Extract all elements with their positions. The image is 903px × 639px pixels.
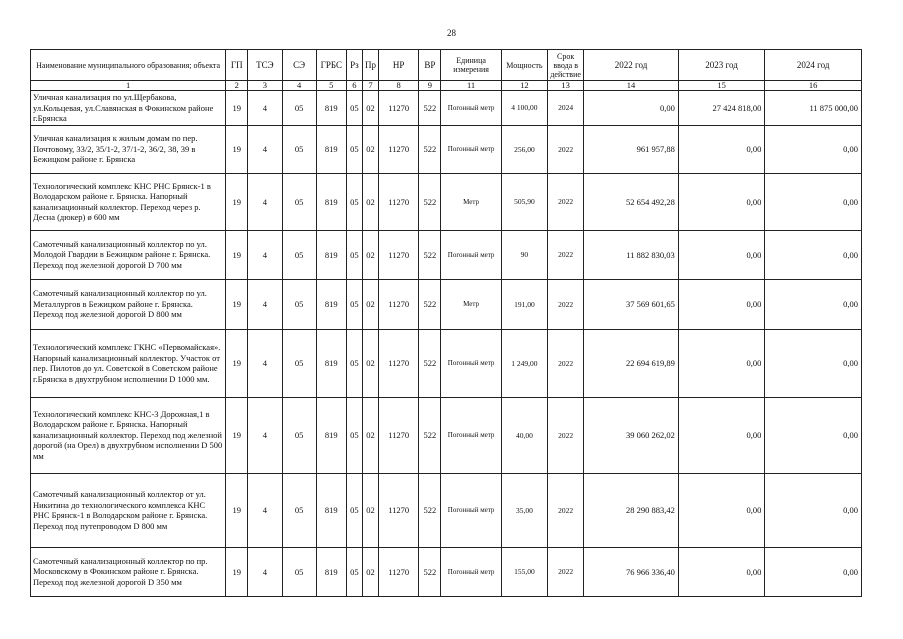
row-vr: 522 (419, 397, 441, 473)
table-row (31, 230, 862, 279)
table-row (31, 279, 862, 329)
row-vr: 522 (419, 473, 441, 547)
row-amount-2024: 0,00 (765, 329, 862, 397)
row-amount-2024: 0,00 (765, 173, 862, 230)
row-unit: Метр (441, 279, 501, 329)
row-grbs: 819 (316, 173, 346, 230)
row-amount-2024: 0,00 (765, 547, 862, 596)
row-tse: 4 (248, 279, 282, 329)
row-se: 05 (282, 125, 316, 173)
row-tse: 4 (248, 397, 282, 473)
col-number: 1 (31, 81, 226, 91)
col-number: 5 (316, 81, 346, 91)
row-amount-2023: 0,00 (678, 230, 765, 279)
row-gp: 19 (226, 91, 248, 126)
header-nr: НР (379, 50, 419, 81)
row-rz: 05 (346, 125, 362, 173)
header-gp: ГП (226, 50, 248, 81)
row-year: 2022 (548, 547, 584, 596)
row-rz: 05 (346, 329, 362, 397)
header-se: СЭ (282, 50, 316, 81)
table-row (31, 173, 862, 230)
row-grbs: 819 (316, 125, 346, 173)
row-unit: Метр (441, 173, 501, 230)
row-grbs: 819 (316, 91, 346, 126)
col-number: 9 (419, 81, 441, 91)
row-amount-2024: 0,00 (765, 125, 862, 173)
table-row (31, 473, 862, 547)
row-vr: 522 (419, 125, 441, 173)
header-grbs: ГРБС (316, 50, 346, 81)
row-amount-2022: 28 290 883,42 (584, 473, 679, 547)
investment-table (30, 49, 862, 597)
col-number: 2 (226, 81, 248, 91)
row-tse: 4 (248, 173, 282, 230)
row-name: Самотечный канализационный коллектор от ул. Никитина до технологического комплекса КНС РНС Брянск-1 в Володарском районе г. Брянска. Переход под путепроводом D 800 мм (31, 473, 226, 547)
col-number: 8 (379, 81, 419, 91)
row-amount-2023: 0,00 (678, 173, 765, 230)
row-grbs: 819 (316, 397, 346, 473)
header-2022: 2022 год (584, 50, 679, 81)
row-gp: 19 (226, 547, 248, 596)
row-gp: 19 (226, 397, 248, 473)
row-gp: 19 (226, 173, 248, 230)
row-amount-2024: 0,00 (765, 473, 862, 547)
row-year: 2022 (548, 230, 584, 279)
row-name: Уличная канализация к жилым домам по пер. Почтовому, 33/2, 35/1-2, 37/1-2, 36/2, 38, 39 в Бежицком районе г. Брянска (31, 125, 226, 173)
row-se: 05 (282, 91, 316, 126)
row-se: 05 (282, 547, 316, 596)
row-pr: 02 (362, 473, 378, 547)
row-power: 40,00 (501, 397, 547, 473)
row-nr: 11270 (379, 173, 419, 230)
row-amount-2022: 39 060 262,02 (584, 397, 679, 473)
row-gp: 19 (226, 473, 248, 547)
row-year: 2022 (548, 125, 584, 173)
row-name: Технологический комплекс КНС-3 Дорожная,1 в Володарском районе г. Брянска. Напорный канализационный коллектор. Переход под железной дорогой (на Орел) в двухтрубном исполнении D 500 мм (31, 397, 226, 473)
row-pr: 02 (362, 173, 378, 230)
row-grbs: 819 (316, 547, 346, 596)
row-amount-2023: 27 424 818,00 (678, 91, 765, 126)
row-unit: Погонный метр (441, 91, 501, 126)
row-nr: 11270 (379, 230, 419, 279)
row-amount-2023: 0,00 (678, 125, 765, 173)
row-amount-2023: 0,00 (678, 473, 765, 547)
col-number: 14 (584, 81, 679, 91)
header-year: Срок ввода в действие (548, 50, 584, 81)
row-gp: 19 (226, 329, 248, 397)
row-name: Технологический комплекс КНС РНС Брянск-1 в Володарском районе г. Брянска. Напорный канализационный коллектор. Переход через р. Десна (дюкер) ø 600 мм (31, 173, 226, 230)
row-unit: Погонный метр (441, 230, 501, 279)
row-pr: 02 (362, 329, 378, 397)
header-row (31, 50, 862, 81)
row-grbs: 819 (316, 473, 346, 547)
row-year: 2022 (548, 173, 584, 230)
row-rz: 05 (346, 230, 362, 279)
header-2024: 2024 год (765, 50, 862, 81)
row-unit: Погонный метр (441, 397, 501, 473)
row-power: 155,00 (501, 547, 547, 596)
row-vr: 522 (419, 91, 441, 126)
row-power: 35,00 (501, 473, 547, 547)
row-vr: 522 (419, 279, 441, 329)
row-rz: 05 (346, 473, 362, 547)
row-pr: 02 (362, 230, 378, 279)
row-name: Самотечный канализационный коллектор по пр. Московскому в Фокинском районе г. Брянска. Переход под железной дорогой D 350 мм (31, 547, 226, 596)
row-se: 05 (282, 230, 316, 279)
row-amount-2024: 0,00 (765, 397, 862, 473)
header-power: Мощность (501, 50, 547, 81)
col-number: 13 (548, 81, 584, 91)
row-nr: 11270 (379, 473, 419, 547)
row-pr: 02 (362, 125, 378, 173)
row-grbs: 819 (316, 279, 346, 329)
row-unit: Погонный метр (441, 125, 501, 173)
header-2023: 2023 год (678, 50, 765, 81)
row-se: 05 (282, 279, 316, 329)
row-power: 4 100,00 (501, 91, 547, 126)
column-number-row (31, 81, 862, 91)
row-amount-2022: 961 957,88 (584, 125, 679, 173)
row-amount-2022: 37 569 601,65 (584, 279, 679, 329)
row-vr: 522 (419, 329, 441, 397)
row-nr: 11270 (379, 279, 419, 329)
row-nr: 11270 (379, 547, 419, 596)
col-number: 15 (678, 81, 765, 91)
row-rz: 05 (346, 91, 362, 126)
row-tse: 4 (248, 547, 282, 596)
row-grbs: 819 (316, 230, 346, 279)
row-vr: 522 (419, 547, 441, 596)
row-year: 2024 (548, 91, 584, 126)
row-unit: Погонный метр (441, 329, 501, 397)
row-tse: 4 (248, 473, 282, 547)
col-number: 6 (346, 81, 362, 91)
row-tse: 4 (248, 91, 282, 126)
row-name: Самотечный канализационный коллектор по ул. Молодой Гвардии в Бежицком районе г. Брянска. Переход под железной дорогой D 700 мм (31, 230, 226, 279)
row-year: 2022 (548, 473, 584, 547)
row-amount-2023: 0,00 (678, 329, 765, 397)
row-rz: 05 (346, 547, 362, 596)
row-amount-2022: 76 966 336,40 (584, 547, 679, 596)
row-name: Технологический комплекс ГКНС «Первомайская». Напорный канализационный коллектор. Участок от пер. Пилотов до ул. Советской в Советском районе г.Брянска в двухтрубном исполнении D 1000 мм. (31, 329, 226, 397)
col-number: 3 (248, 81, 282, 91)
row-amount-2023: 0,00 (678, 397, 765, 473)
col-number: 16 (765, 81, 862, 91)
row-se: 05 (282, 329, 316, 397)
row-amount-2022: 22 694 619,89 (584, 329, 679, 397)
header-tse: ТСЭ (248, 50, 282, 81)
row-power: 505,90 (501, 173, 547, 230)
row-power: 256,00 (501, 125, 547, 173)
row-year: 2022 (548, 279, 584, 329)
row-tse: 4 (248, 230, 282, 279)
row-rz: 05 (346, 279, 362, 329)
table-row (31, 397, 862, 473)
row-nr: 11270 (379, 397, 419, 473)
row-amount-2023: 0,00 (678, 547, 765, 596)
row-year: 2022 (548, 329, 584, 397)
row-unit: Погонный метр (441, 547, 501, 596)
row-se: 05 (282, 173, 316, 230)
row-amount-2022: 0,00 (584, 91, 679, 126)
row-nr: 11270 (379, 91, 419, 126)
header-rz: Рз (346, 50, 362, 81)
table-row (31, 125, 862, 173)
row-name: Самотечный канализационный коллектор по ул. Металлургов в Бежицком районе г. Брянска. Переход под железной дорогой D 800 мм (31, 279, 226, 329)
col-number: 11 (441, 81, 501, 91)
row-power: 191,00 (501, 279, 547, 329)
row-pr: 02 (362, 397, 378, 473)
row-vr: 522 (419, 230, 441, 279)
row-pr: 02 (362, 547, 378, 596)
row-rz: 05 (346, 173, 362, 230)
row-rz: 05 (346, 397, 362, 473)
row-gp: 19 (226, 125, 248, 173)
table-row (31, 329, 862, 397)
row-gp: 19 (226, 230, 248, 279)
row-amount-2024: 0,00 (765, 230, 862, 279)
table-row (31, 91, 862, 126)
row-gp: 19 (226, 279, 248, 329)
row-tse: 4 (248, 329, 282, 397)
page-number: 28 (447, 28, 456, 38)
row-amount-2022: 11 882 830,03 (584, 230, 679, 279)
header-pr: Пр (362, 50, 378, 81)
row-amount-2022: 52 654 492,28 (584, 173, 679, 230)
table-row (31, 547, 862, 596)
header-unit: Единица измерения (441, 50, 501, 81)
row-pr: 02 (362, 91, 378, 126)
row-tse: 4 (248, 125, 282, 173)
col-number: 7 (362, 81, 378, 91)
row-power: 90 (501, 230, 547, 279)
header-name: Наименование муниципального образования; объекта (31, 50, 226, 81)
row-pr: 02 (362, 279, 378, 329)
row-amount-2023: 0,00 (678, 279, 765, 329)
row-vr: 522 (419, 173, 441, 230)
row-amount-2024: 0,00 (765, 279, 862, 329)
col-number: 4 (282, 81, 316, 91)
col-number: 12 (501, 81, 547, 91)
row-amount-2024: 11 875 000,00 (765, 91, 862, 126)
header-vr: ВР (419, 50, 441, 81)
row-grbs: 819 (316, 329, 346, 397)
row-nr: 11270 (379, 125, 419, 173)
row-se: 05 (282, 473, 316, 547)
row-power: 1 249,00 (501, 329, 547, 397)
row-nr: 11270 (379, 329, 419, 397)
row-name: Уличная канализация по ул.Щербакова, ул.Кольцевая, ул.Славянская в Фокинском районе г.Брянска (31, 91, 226, 126)
row-unit: Погонный метр (441, 473, 501, 547)
row-year: 2022 (548, 397, 584, 473)
row-se: 05 (282, 397, 316, 473)
